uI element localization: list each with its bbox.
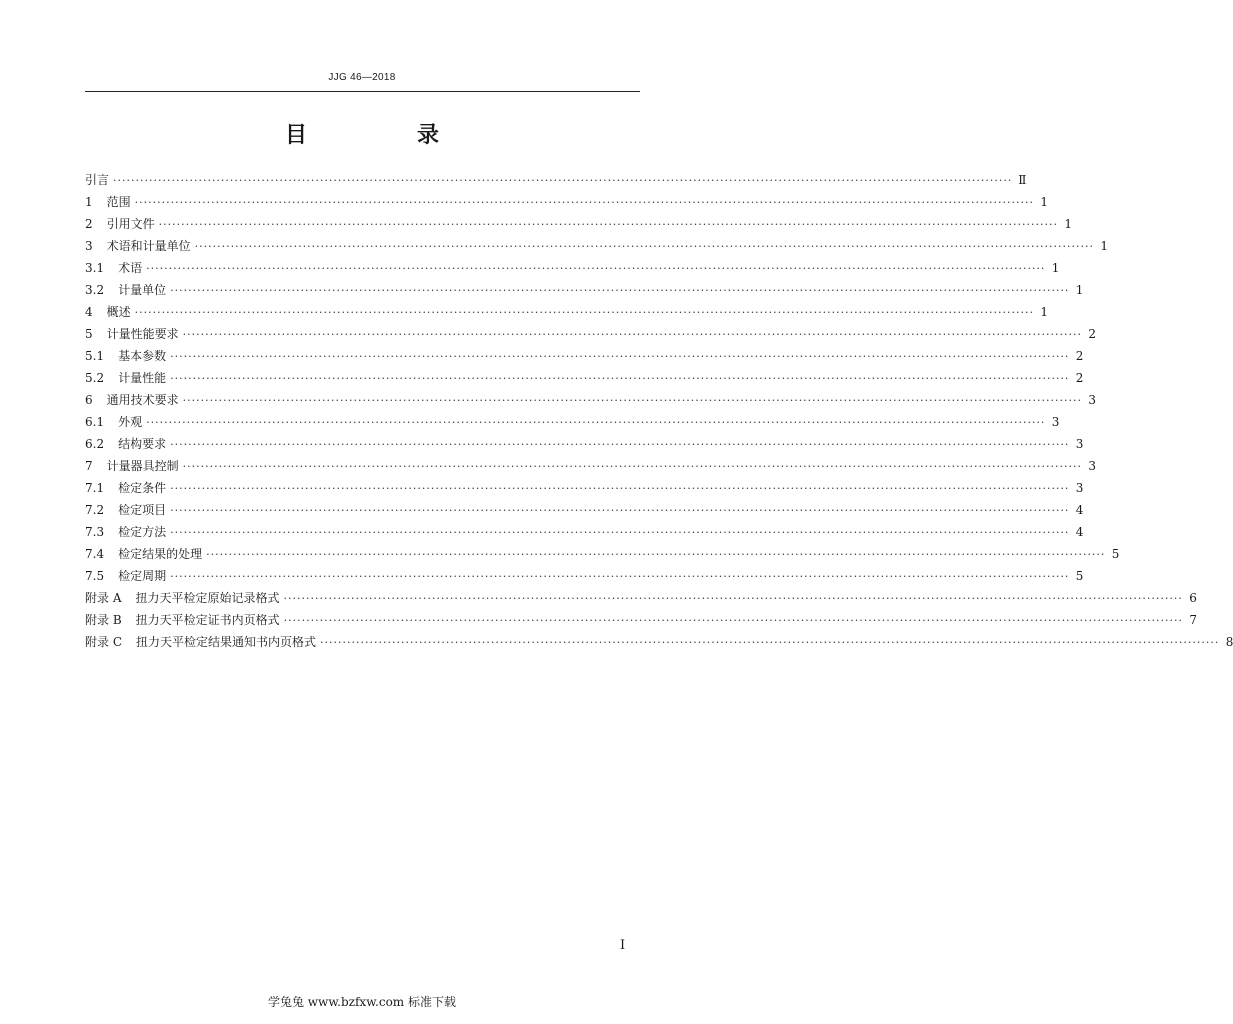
toc-dot-leader: ········································································································································································································: [170, 526, 1070, 539]
toc-entry-number: 7.1: [85, 481, 105, 495]
toc-entry[interactable]: [85, 565, 1084, 587]
toc-entry-page: 1: [1075, 283, 1084, 297]
footer-watermark: 学兔兔 www.bzfxw.com 标准下载: [267, 995, 457, 1009]
toc-entry[interactable]: [85, 367, 1084, 389]
toc-entry-page: 3: [1075, 481, 1084, 495]
toc-dot-leader: ········································································································································································································: [170, 372, 1070, 385]
toc-dot-leader: ········································································································································································································: [170, 570, 1070, 583]
toc-entry-label: 检定结果的处理: [118, 547, 203, 561]
toc-entry[interactable]: [85, 279, 1084, 301]
toc-entry-page: 1: [1051, 261, 1060, 275]
toc-dot-leader: ········································································································································································································: [134, 306, 1034, 319]
toc-entry[interactable]: [85, 169, 1027, 191]
toc-entry-label: 引用文件: [106, 217, 155, 231]
toc-entry[interactable]: [85, 213, 1072, 235]
toc-entry-label: 扭力天平检定证书内页格式: [135, 613, 280, 627]
toc-entry-page: 1: [1064, 217, 1072, 231]
toc-entry[interactable]: [85, 323, 1096, 345]
toc-dot-leader: ········································································································································································································: [182, 394, 1082, 407]
toc-entry-label: 计量器具控制: [106, 459, 179, 473]
toc-entry[interactable]: [85, 543, 1120, 565]
toc-dot-leader: ········································································································································································································: [283, 614, 1183, 627]
toc-entry-label: 检定条件: [118, 481, 167, 495]
toc-entry-page: Ⅱ: [1018, 173, 1027, 187]
toc-entry[interactable]: [85, 455, 1096, 477]
toc-entry-page: 3: [1051, 415, 1060, 429]
toc-dot-leader: ········································································································································································································: [182, 328, 1082, 341]
toc-dot-leader: ········································································································································································································: [170, 284, 1070, 297]
toc-dot-leader: ········································································································································································································: [170, 350, 1070, 363]
toc-entry-number: 7.3: [85, 525, 105, 539]
toc-entry-page: 5: [1075, 569, 1084, 583]
toc-entry[interactable]: [85, 587, 1197, 609]
toc-entry-page: 4: [1075, 503, 1084, 517]
document-code: JJG 46—2018: [328, 72, 396, 83]
toc-entry-number: 7.4: [85, 547, 105, 561]
toc-entry[interactable]: [85, 477, 1084, 499]
toc-entry-label: 通用技术要求: [106, 393, 179, 407]
toc-entry-page: 3: [1075, 437, 1084, 451]
toc-entry-page: 3: [1088, 459, 1096, 473]
toc-entry-label: 引言: [85, 173, 110, 187]
toc-entry[interactable]: [85, 389, 1096, 411]
toc-entry[interactable]: [85, 301, 1048, 323]
toc-entry-number: 5.2: [85, 371, 105, 385]
toc-entry-number: 附录 B: [85, 613, 122, 627]
toc-entry-page: 2: [1075, 349, 1084, 363]
toc-entry[interactable]: [85, 433, 1084, 455]
toc-dot-leader: ········································································································································································································: [170, 438, 1070, 451]
toc-entry-number: 7.2: [85, 503, 105, 517]
toc-entry-label: 计量性能: [118, 371, 167, 385]
toc-entry[interactable]: [85, 191, 1048, 213]
toc-entry-number: 2: [85, 217, 93, 231]
toc-entry[interactable]: [85, 411, 1060, 433]
toc-entry-number: 6: [85, 393, 93, 407]
toc-entry-label: 基本参数: [118, 349, 167, 363]
toc-dot-leader: ········································································································································································································: [194, 240, 1094, 253]
toc-entry[interactable]: [85, 609, 1197, 631]
toc-dot-leader: ········································································································································································································: [170, 504, 1070, 517]
toc-entry-number: 3: [85, 239, 93, 253]
toc-entry-number: 3.1: [85, 261, 105, 275]
toc-entry-page: 5: [1111, 547, 1120, 561]
toc-entry-page: 1: [1040, 305, 1048, 319]
toc-dot-leader: ········································································································································································································: [320, 636, 1220, 649]
toc-dot-leader: ········································································································································································································: [158, 218, 1058, 231]
toc-entry[interactable]: [85, 235, 1108, 257]
toc-entry-page: 1: [1040, 195, 1048, 209]
toc-entry-label: 计量单位: [118, 283, 167, 297]
toc-entry-number: 附录 C: [85, 635, 122, 649]
toc-dot-leader: ········································································································································································································: [146, 262, 1046, 275]
toc-entry-number: 7.5: [85, 569, 105, 583]
toc-dot-leader: ········································································································································································································: [146, 416, 1046, 429]
toc-entry-number: 附录 A: [85, 591, 122, 605]
toc-entry-page: 4: [1075, 525, 1084, 539]
toc-entry-label: 计量性能要求: [106, 327, 179, 341]
toc-entry-number: 4: [85, 305, 93, 319]
toc-entry[interactable]: [85, 499, 1084, 521]
page-number: Ⅰ: [620, 938, 626, 953]
toc-entry[interactable]: [85, 257, 1060, 279]
toc-entry-label: 检定项目: [118, 503, 167, 517]
toc-entry-label: 范围: [106, 195, 131, 209]
toc-entry-number: 5.1: [85, 349, 105, 363]
toc-entry-label: 扭力天平检定原始记录格式: [135, 591, 280, 605]
toc-entry[interactable]: [85, 345, 1084, 367]
toc-entry-page: 2: [1075, 371, 1084, 385]
toc-entry-page: 6: [1189, 591, 1197, 605]
header-rule: [85, 91, 640, 92]
toc-entry-page: 8: [1225, 635, 1233, 649]
toc-entry-page: 7: [1189, 613, 1197, 627]
toc-entry-label: 术语和计量单位: [106, 239, 191, 253]
toc-entry-number: 6.1: [85, 415, 105, 429]
toc-dot-leader: ········································································································································································································: [134, 196, 1034, 209]
toc-entry-number: 6.2: [85, 437, 105, 451]
toc-entry-label: 扭力天平检定结果通知书内页格式: [136, 635, 317, 649]
toc-entry-label: 术语: [118, 261, 143, 275]
toc-entry-label: 概述: [106, 305, 131, 319]
toc-dot-leader: ········································································································································································································: [113, 174, 1013, 187]
toc-entry-number: 7: [85, 459, 93, 473]
toc-dot-leader: ········································································································································································································: [182, 460, 1082, 473]
toc-entry-page: 3: [1088, 393, 1096, 407]
toc-entry-label: 外观: [118, 415, 143, 429]
toc-entry-number: 5: [85, 327, 93, 341]
toc-dot-leader: ········································································································································································································: [170, 482, 1070, 495]
toc-entry-number: 3.2: [85, 283, 105, 297]
toc-entry-page: 1: [1100, 239, 1108, 253]
toc-entry-label: 检定周期: [118, 569, 167, 583]
page-title: 目 录: [284, 122, 483, 148]
toc-entry-label: 检定方法: [118, 525, 167, 539]
toc-dot-leader: ········································································································································································································: [283, 592, 1183, 605]
toc-dot-leader: ········································································································································································································: [206, 548, 1106, 561]
toc-entry[interactable]: [85, 521, 1084, 543]
toc-entry-number: 1: [85, 195, 93, 209]
toc-entry[interactable]: [85, 631, 1233, 653]
toc-entry-page: 2: [1088, 327, 1096, 341]
toc-entry-label: 结构要求: [118, 437, 167, 451]
table-of-contents: [85, 169, 1233, 653]
